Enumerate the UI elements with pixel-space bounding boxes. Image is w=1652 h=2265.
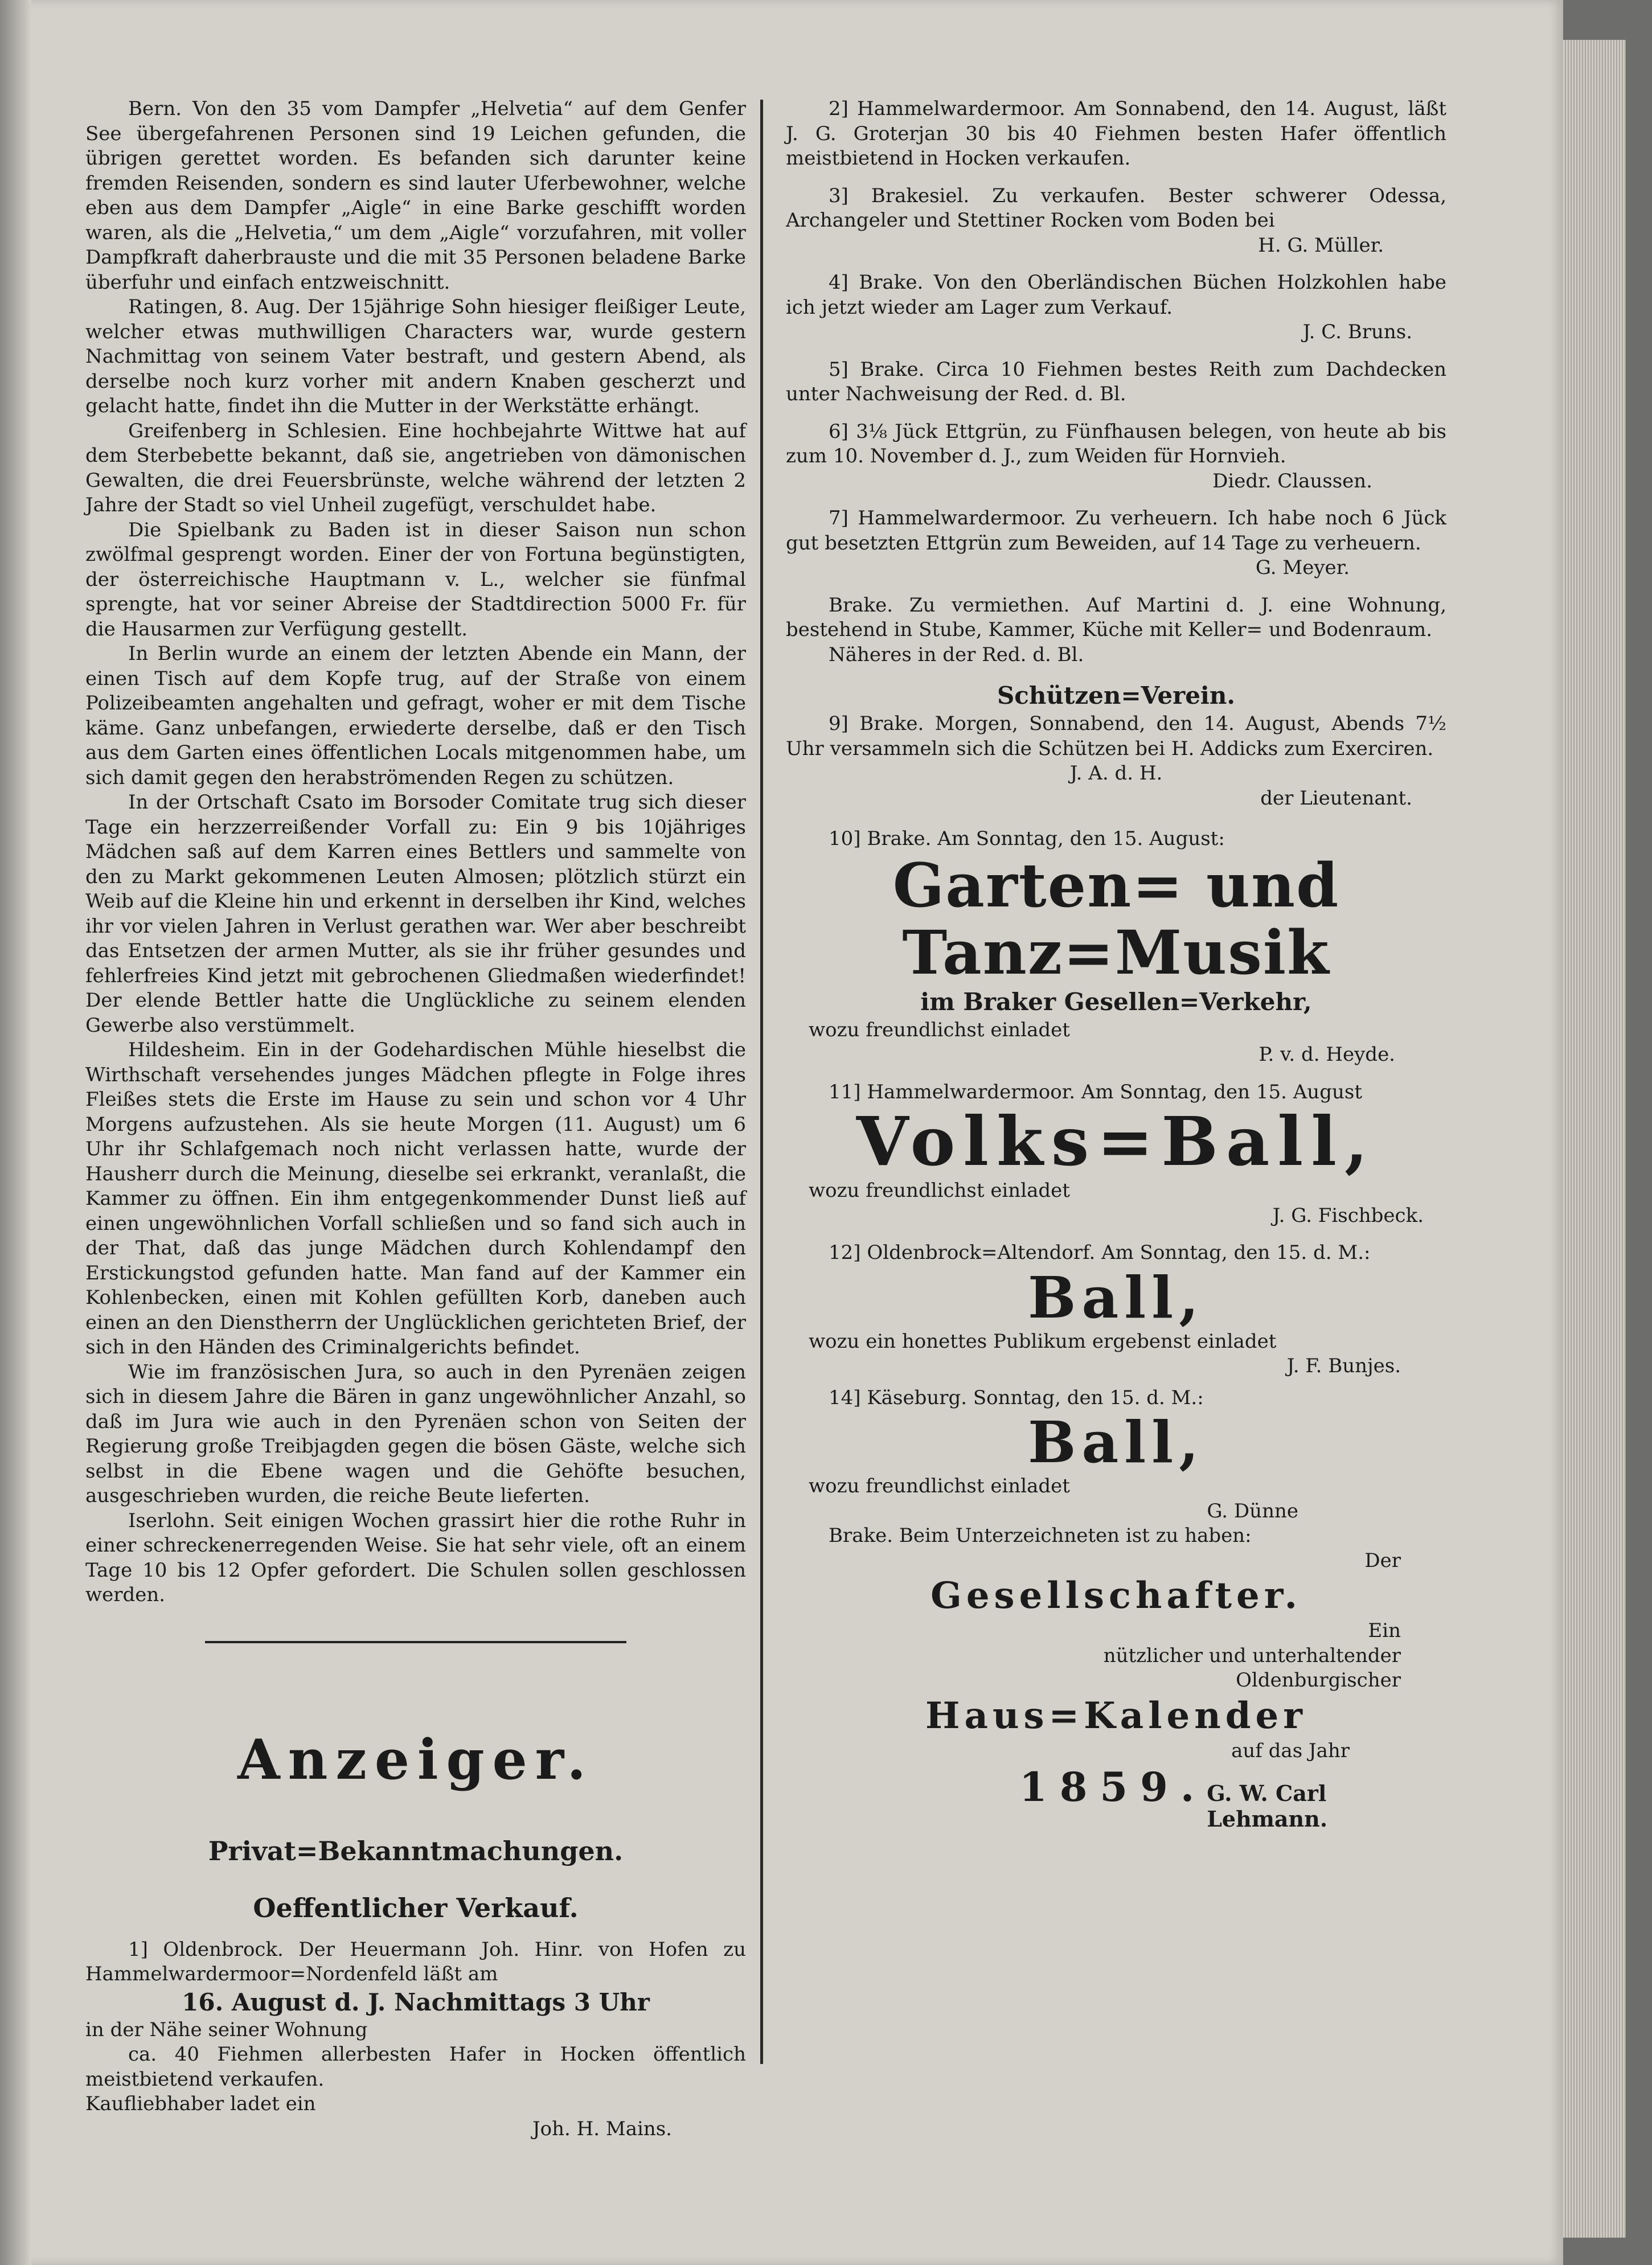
ad11-invite: wozu freundlichst einladet xyxy=(809,1179,1070,1202)
ad4: 4] Brake. Von den Oberländischen Büchen Holzkohlen habe ich jetzt wieder am Lager zum Verkauf. xyxy=(786,271,1446,319)
ad15-line1: Ein xyxy=(1368,1619,1401,1642)
ad1-text: 1] Oldenbrock. Der Heuermann Joh. Hinr. von Hofen zu Hammelwardermoor=Nordenfeld läßt am xyxy=(85,1938,746,1985)
left-column xyxy=(85,97,746,2141)
ad9-sign1: J. A. d. H. xyxy=(1069,762,1163,785)
ad15-line2: nützlicher und unterhaltender xyxy=(1103,1644,1401,1667)
ad7-sign: G. Meyer. xyxy=(1255,556,1350,579)
section-divider xyxy=(205,1641,626,1643)
ad5: 5] Brake. Circa 10 Fiehmen bestes Reith zum Dachdecken unter Nachweisung der Red. d. Bl. xyxy=(786,358,1446,405)
ad1-line2: ca. 40 Fiehmen allerbesten Hafer in Hocken öffentlich meistbietend verkaufen. xyxy=(85,2043,746,2091)
privat-heading: Privat=Bekanntmachungen. xyxy=(208,1835,624,1866)
anzeiger-heading: Anzeiger. xyxy=(237,1727,594,1792)
ad12-headline: Ball, xyxy=(1027,1263,1205,1331)
ad15-line4: auf das Jahr xyxy=(1231,1739,1350,1762)
ad9-sign2: der Lieutenant. xyxy=(1260,786,1412,810)
article-jura: Wie im französischen Jura, so auch in den Pyrenäen zeigen sich in diesem Jahre die Bären in ganz ungewöhnlicher Anzahl, so daß im Jura wie auch in den Pyrenäen schon von Seiten der Regierung große Treibjagden gegen die bösen Gäste, welche sich selbst in die Ebene wagen und die Gehöfte besuchen, ausgeschrieben wurden, die reiche Beute lieferten. xyxy=(85,1360,746,1507)
ad15-line3: Oldenburgischer xyxy=(1236,1669,1401,1692)
article-baden: Die Spielbank zu Baden ist in dieser Saison nun schon zwölfmal gesprengt worden. Einer der von Fortuna begünstigten, der österreichische Hauptmann v. L., welcher sie fünfmal sprengte, hat vor seiner Abreise der Stadtdirection 5000 Fr. für die Hausarmen zur Verfügung gestellt. xyxy=(85,518,746,641)
binding-gutter xyxy=(0,0,31,2265)
ad3-sign: H. G. Müller. xyxy=(1258,233,1384,257)
ad12-sign: J. F. Bunjes. xyxy=(1286,1355,1401,1377)
oeffentlich-heading: Oeffentlicher Verkauf. xyxy=(253,1892,579,1923)
ad10-headline: Garten= und Tanz=Musik xyxy=(892,849,1340,988)
ad14-sign: G. Dünne xyxy=(1207,1499,1298,1523)
ad11: 11] Hammelwardermoor. Am Sonntag, den 15. August xyxy=(829,1080,1362,1103)
article-ratingen: Ratingen, 8. Aug. Der 15jährige Sohn hiesiger fleißiger Leute, welcher etwas muthwilligen Characters war, wurde gestern Nachmittag von seinem Vater bestraft, und gestern Abend, als derselbe noch kurz vorher mit andern Knaben gescherzt und gelacht hatte, findet ihn die Mutter in der Werkstätte erhängt. xyxy=(85,296,746,417)
column-rule xyxy=(760,100,763,2064)
ad1-line1: in der Nähe seiner Wohnung xyxy=(85,2018,368,2041)
ad10-sub: im Braker Gesellen=Verkehr, xyxy=(920,987,1312,1016)
article-csato: In der Ortschaft Csato im Borsoder Comitate trug sich dieser Tage ein herzzerreißender Vorfall zu: Ein 9 bis 10jähriges Mädchen saß auf dem Karren eines Bettlers und sammelte von den zu Markt gekommenen Leuten Almosen; plötzlich stürzt ein Weib auf die Kleine hin und erkennt in derselben ihr Kind, welches ihr vor vielen Jahren in Verlust gerathen war. Wer aber beschreibt das Entsetzen der armen Mutter, als sie ihr früher gesundes und fehlerfreies Kind jetzt mit gebrochenen Gliedmaßen wiederfindet! Der elende Bettler hatte die Unglückliche zu seinem elenden Gewerbe also verstümmelt. xyxy=(85,791,746,1037)
schuetzen-verein-heading: Schützen=Verein. xyxy=(997,682,1236,709)
ad12: 12] Oldenbrock=Altendorf. Am Sonntag, den 15. d. M.: xyxy=(829,1241,1371,1264)
ad8: Brake. Zu vermiethen. Auf Martini d. J. eine Wohnung, bestehend in Stube, Kammer, Küche mit Keller= und Bodenraum. xyxy=(786,593,1446,641)
ad10-sign: P. v. d. Heyde. xyxy=(1259,1043,1395,1066)
ad7: 7] Hammelwardermoor. Zu verheuern. Ich habe noch 6 Jück gut besetzten Ettgrün zum Beweiden, auf 14 Tage zu verheuern. xyxy=(786,507,1446,555)
page-stack-edge xyxy=(1563,40,1626,2238)
article-iserlohn: Iserlohn. Seit einigen Wochen grassirt hier die rothe Ruhr in einer schreckenerregenden Weise. Sie hat sehr viele, oft an einem Tage 10 bis 12 Opfer gefordert. Die Schulen sollen geschlossen werden. xyxy=(85,1509,746,1606)
ad8-note: Näheres in der Red. d. Bl. xyxy=(829,643,1084,666)
article-hildesheim: Hildesheim. Ein in der Godehardischen Mühle hieselbst die Wirthschaft versehendes junges Mädchen pflegte in Folge ihres Fleißes stets die Erste im Hause zu sein und schon vor 4 Uhr Morgens aufzustehen. Als sie heute Morgen (11. August) um 6 Uhr ihr Schlafgemach noch nicht verlassen hatte, wurde der Hausherr durch die Meinung, dieselbe sei erkrankt, veranlaßt, die Kammer zu öffnen. Ein ihm entgegenkommender Dunst ließ auf einen ungewöhnlichen Vorfall schließen und so fand sich auch in der That, daß das junge Mädchen durch Kohlendampf den Erstickungstod gefunden hatte. Man fand auf der Kammer ein Kohlenbecken, einen mit Kohlen gefüllten Korb, daneben auch einen an den Dienstherrn der Unglücklichen gerichteten Brief, der sich in den Händen des Criminalgerichts befindet. xyxy=(85,1039,746,1359)
ad15-sign: G. W. Carl Lehmann. xyxy=(1207,1780,1328,1832)
ad10: 10] Brake. Am Sonntag, den 15. August: xyxy=(829,827,1225,850)
ad9: 9] Brake. Morgen, Sonnabend, den 14. August, Abends 7½ Uhr versammeln sich die Schützen bei H. Addicks zum Exerciren. xyxy=(786,712,1446,760)
ad15-headline: Gesellschafter. xyxy=(930,1574,1302,1617)
ad1-date: 16. August d. J. Nachmittags 3 Uhr xyxy=(182,1988,650,2016)
ad15: Brake. Beim Unterzeichneten ist zu haben: xyxy=(829,1524,1252,1547)
ad11-sign: J. G. Fischbeck. xyxy=(1272,1204,1424,1227)
ad6-sign: Diedr. Claussen. xyxy=(1212,469,1372,493)
ad1-line3: Kaufliebhaber ladet ein xyxy=(85,2092,316,2115)
ad14: 14] Käseburg. Sonntag, den 15. d. M.: xyxy=(829,1386,1204,1409)
ad2: 2] Hammelwardermoor. Am Sonnabend, den 14. August, läßt J. G. Groterjan 30 bis 40 Fiehmen besten Hafer öffentlich meistbietend in Hocken verkaufen. xyxy=(786,97,1446,170)
right-column xyxy=(786,97,1446,1832)
ad15-der: Der xyxy=(1364,1549,1401,1572)
ad1-sign: Joh. H. Mains. xyxy=(532,2117,672,2140)
ad6: 6] 3⅛ Jück Ettgrün, zu Fünfhausen belegen, von heute ab bis zum 10. November d. J., zum Weiden für Hornvieh. xyxy=(786,420,1446,467)
ad3: 3] Brakesiel. Zu verkaufen. Bester schwerer Odessa, Archangeler und Stettiner Rocken vom Boden bei xyxy=(786,184,1446,232)
ad10-invite: wozu freundlichst einladet xyxy=(809,1018,1070,1041)
ad14-headline: Ball, xyxy=(1027,1409,1205,1476)
article-berlin: In Berlin wurde an einem der letzten Abende ein Mann, der einen Tisch auf dem Kopfe trug, auf der Straße von einem Polizeibeamten angehalten und gefragt, woher er mit dem Tische käme. Ganz unbefangen, erwiederte derselbe, daß er den Tisch aus dem Garten eines öffentlichen Locals mitgenommen habe, um sich damit gegen den herabströmenden Regen zu schützen. xyxy=(85,642,746,789)
ad4-sign: J. C. Bruns. xyxy=(1302,321,1412,343)
ad15-year: 1859. xyxy=(1019,1763,1207,1811)
article-bern: Bern. Von den 35 vom Dampfer „Helvetia“ auf dem Genfer See übergefahrenen Personen sind 19 Leichen gefunden, die übrigen gerettet worden. Es befanden sich darunter keine fremden Reisenden, sondern es sind lauter Uferbewohner, welche eben aus dem Dampfer „Aigle“ in eine Barke geschifft worden waren, als die „Helvetia,“ um dem „Aigle“ vorzufahren, mit voller Dampfkraft daherbrauste und die mit 35 Personen beladene Barke überfuhr und einfach entzweischnitt. xyxy=(85,97,746,294)
ad11-headline: Volks=Ball, xyxy=(856,1102,1376,1181)
ad14-invite: wozu freundlichst einladet xyxy=(809,1475,1070,1497)
ad12-invite: wozu ein honettes Publikum ergebenst einladet xyxy=(809,1330,1277,1353)
article-greifenberg: Greifenberg in Schlesien. Eine hochbejahrte Wittwe hat auf dem Sterbebette bekannt, daß sie, angetrieben von dämonischen Gewalten, die drei Feuersbrünste, welche während der letzten 2 Jahre der Stadt so viel Unheil zugefügt, verschuldet habe. xyxy=(85,419,746,516)
ad15-headline2: Haus=Kalender xyxy=(925,1694,1307,1737)
